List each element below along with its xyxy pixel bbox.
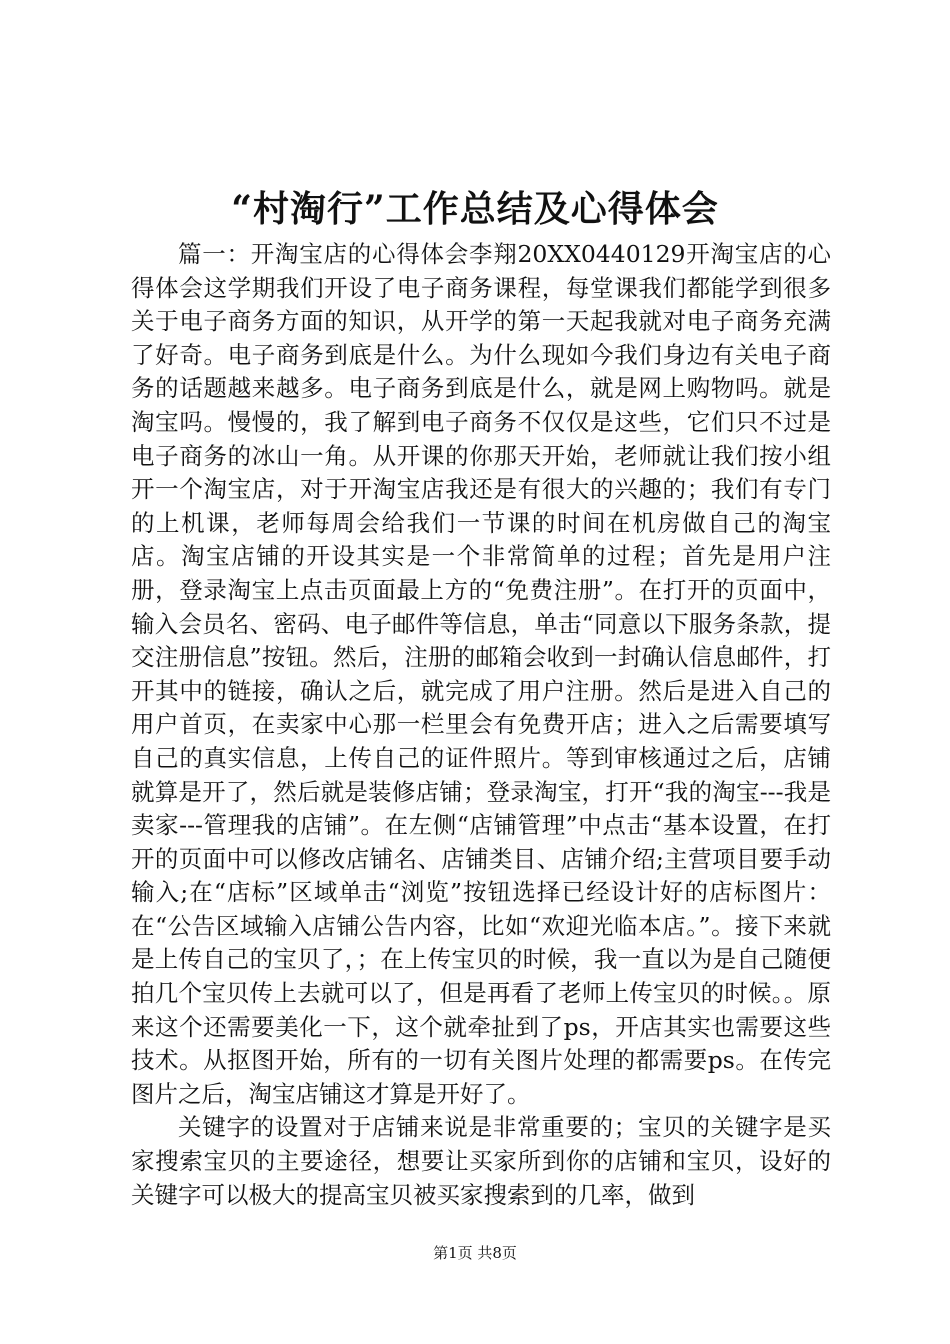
paragraph-2: 关键字的设置对于店铺来说是非常重要的；宝贝的关键字是买家搜索宝贝的主要途径，想要让买家所到你的店铺和宝贝，设好的关键字可以极大的提高宝贝被买家搜索到的几率，做到 — [131, 1113, 831, 1209]
page-footer: 第1页 共8页 — [433, 1244, 517, 1262]
document-body — [131, 238, 831, 1212]
paragraph-1: 篇一：开淘宝店的心得体会李翔20XX0440129开淘宝店的心得体会这学期我们开设了电子商务课程，每堂课我们都能学到很多关于电子商务方面的知识，从开学的第一天起我就对电子商务充满了好奇。电子商务到底是什么。为什么现如今我们身边有关电子商务的话题越来越多。电子商务到底是什么，就是网上购物吗。就是淘宝吗。慢慢的，我了解到电子商务不仅仅是这些，它们只不过是电子商务的冰山一角。从开课的你那天开始，老师就让我们按小组开一个淘宝店，对于开淘宝店我还是有很大的兴趣的；我们有专门的上机课，老师每周会给我们一节课的时间在机房做自己的淘宝店。淘宝店铺的开设其实是一个非常简单的过程；首先是用户注册，登录淘宝上点击页面最上方的“免费注册”。在打开的页面中，输入会员名、密码、电子邮件等信息，单击“同意以下服务条款，提交注册信息”按钮。然后，注册的邮箱会收到一封确认信息邮件，打开其中的链接，确认之后，就完成了用户注册。然后是进入自己的用户首页，在卖家中心那一栏里会有免费开店；进入之后需要填写自己的真实信息，上传自己的证件照片。等到审核通过之后，店铺就算是开了，然后就是装修店铺；登录淘宝，打开“我的淘宝---我是卖家---管理我的店铺”。在左侧“店铺管理”中点击“基本设置，在打开的页面中可以修改店铺名、店铺类目、店铺介绍;主营项目要手动输入;在“店标”区域单击“浏览”按钮选择已经设计好的店标图片：在“公告区域输入店铺公告内容，比如“欢迎光临本店。”。接下来就是上传自己的宝贝了，；在上传宝贝的时候，我一直以为是自己随便拍几个宝贝传上去就可以了，但是再看了老师上传宝贝的时候。。原来这个还需要美化一下，这个就牵扯到了ps，开店其实也需要这些技术。从抠图开始，所有的一切有关图片处理的都需要ps。在传完图片之后，淘宝店铺这才算是开好了。 — [131, 240, 831, 1108]
document-title: “村淘行”工作总结及心得体会 — [231, 188, 719, 230]
